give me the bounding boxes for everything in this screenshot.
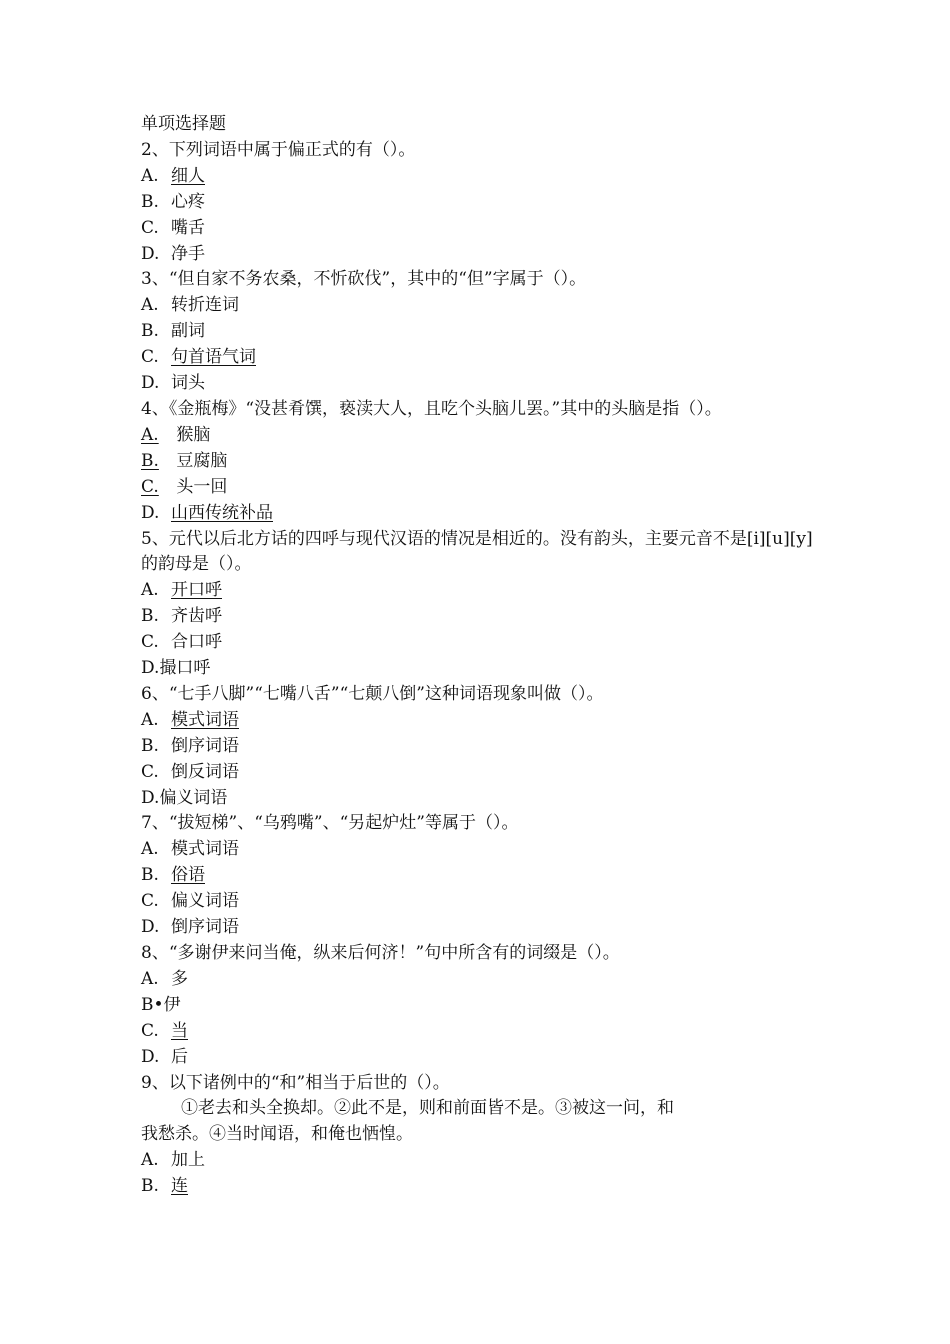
option-label: D. [141, 917, 160, 938]
option-text: 副词 [171, 321, 205, 342]
answer-option [141, 345, 821, 371]
answer-option [141, 708, 821, 734]
option-label: D. [141, 658, 160, 679]
option-label: D. [141, 787, 160, 808]
question-stem: 7、“拔短梯”、“乌鸦嘴”、“另起炉灶”等属于（）。 [141, 813, 519, 834]
answer-option [141, 837, 821, 863]
answer-option [141, 1148, 821, 1174]
answer-option [141, 604, 821, 630]
option-text: 山西传统补品 [171, 502, 273, 523]
option-text: 连 [171, 1176, 188, 1197]
option-text: 句首语气词 [171, 347, 256, 368]
option-label: C. [141, 891, 159, 912]
option-label: D. [141, 373, 160, 394]
answer-option [141, 656, 821, 682]
option-label: D. [141, 243, 160, 264]
option-label: A. [141, 295, 159, 316]
answer-option [141, 190, 821, 216]
answer-option [141, 1174, 821, 1200]
option-text: 倒反词语 [171, 761, 239, 782]
option-label: C. [141, 632, 159, 653]
option-label: C. [141, 217, 159, 238]
option-text: 猴脑 [176, 424, 211, 445]
answer-option [141, 371, 821, 397]
option-text: 词头 [171, 373, 205, 394]
option-text: 偏义词语 [171, 891, 239, 912]
answer-option [141, 993, 821, 1019]
answer-option [141, 501, 821, 527]
option-label: C. [141, 347, 159, 368]
option-text: 俗语 [171, 865, 205, 886]
option-text: 模式词语 [171, 839, 239, 860]
answer-option [141, 967, 821, 993]
option-text: 齐齿呼 [171, 606, 222, 627]
option-label: B. [141, 865, 159, 886]
option-label: C. [141, 476, 159, 497]
option-text: 加上 [171, 1150, 205, 1171]
option-label: A. [141, 580, 159, 601]
answer-option [141, 915, 821, 941]
option-text: 倒序词语 [171, 735, 239, 756]
answer-option [141, 319, 821, 345]
option-text: 头一回 [176, 476, 228, 497]
answer-option [141, 423, 821, 449]
option-label: B. [141, 1176, 159, 1197]
option-label: A. [141, 1150, 159, 1171]
option-text: 细人 [171, 165, 205, 186]
question-stem: 9、以下诸例中的“和”相当于后世的（）。 [141, 1072, 450, 1093]
option-label: D. [141, 1046, 160, 1067]
option-label: D. [141, 502, 160, 523]
answer-option [141, 863, 821, 889]
answer-option [141, 760, 821, 786]
option-text: 撮口呼 [159, 658, 211, 679]
option-text: 心疼 [171, 191, 205, 212]
document-body [141, 112, 821, 1200]
answer-option [141, 1019, 821, 1045]
option-label: B. [141, 191, 159, 212]
option-label: B. [141, 450, 159, 471]
option-text: 净手 [171, 243, 205, 264]
option-text: 模式词语 [171, 709, 239, 730]
question-stem: 3、“但自家不务农桑，不忻砍伐”，其中的“但”字属于（）。 [141, 269, 587, 290]
question-stem: 6、“七手八脚”“七嘴八舌”“七颠八倒”这种词语现象叫做（）。 [141, 683, 604, 704]
option-text: 合口呼 [171, 632, 222, 653]
answer-option [141, 449, 821, 475]
option-text: 当 [171, 1020, 188, 1041]
option-label: A. [141, 709, 159, 730]
option-text: 伊 [163, 994, 181, 1015]
option-label: C. [141, 761, 159, 782]
section-heading: 单项选择题 [141, 114, 226, 134]
option-text: 多 [171, 968, 188, 989]
option-text: 嘴舌 [171, 217, 205, 238]
option-label: B. [141, 321, 159, 342]
option-label: B. [141, 606, 159, 627]
option-label: A. [141, 424, 159, 445]
option-text: 偏义词语 [159, 787, 228, 808]
option-text: 倒序词语 [171, 917, 239, 938]
option-text: 豆腐脑 [176, 450, 228, 471]
answer-option [141, 293, 821, 319]
option-text: 后 [171, 1046, 188, 1067]
question-stem: 2、下列词语中属于偏正式的有（）。 [141, 139, 416, 160]
option-label: A. [141, 968, 159, 989]
question-stem: 4、《金瓶梅》“没甚肴馔，亵渎大人，且吃个头脑儿罢。”其中的头脑是指（）。 [141, 398, 722, 419]
answer-option [141, 734, 821, 760]
answer-option [141, 578, 821, 604]
answer-option [141, 475, 821, 501]
answer-option [141, 1045, 821, 1071]
answer-option [141, 164, 821, 190]
answer-option [141, 889, 821, 915]
question-passage: ①老去和头全换却。②此不是，则和前面皆不是。③被这一问，和 [181, 1098, 674, 1119]
answer-option [141, 242, 821, 268]
answer-option [141, 216, 821, 242]
option-text: 转折连词 [171, 295, 239, 316]
option-label: C. [141, 1020, 159, 1041]
question-list [141, 138, 821, 1200]
question-stem: 5、元代以后北方话的四呼与现代汉语的情况是相近的。没有韵头，主要元音不是[i][u][y]的韵母是（）。 [141, 528, 813, 575]
question-stem: 8、“多谢伊来问当俺，纵来后何济！”句中所含有的词缀是（）。 [141, 943, 620, 963]
answer-option [141, 786, 821, 812]
question-passage: 我愁杀。④当时闻语，和俺也恓惶。 [141, 1124, 413, 1145]
option-label: A. [141, 165, 159, 186]
answer-option [141, 630, 821, 656]
option-text: 开口呼 [171, 580, 222, 601]
option-label: B. [141, 735, 159, 756]
option-label: A. [141, 839, 159, 860]
option-label: B• [141, 994, 164, 1015]
